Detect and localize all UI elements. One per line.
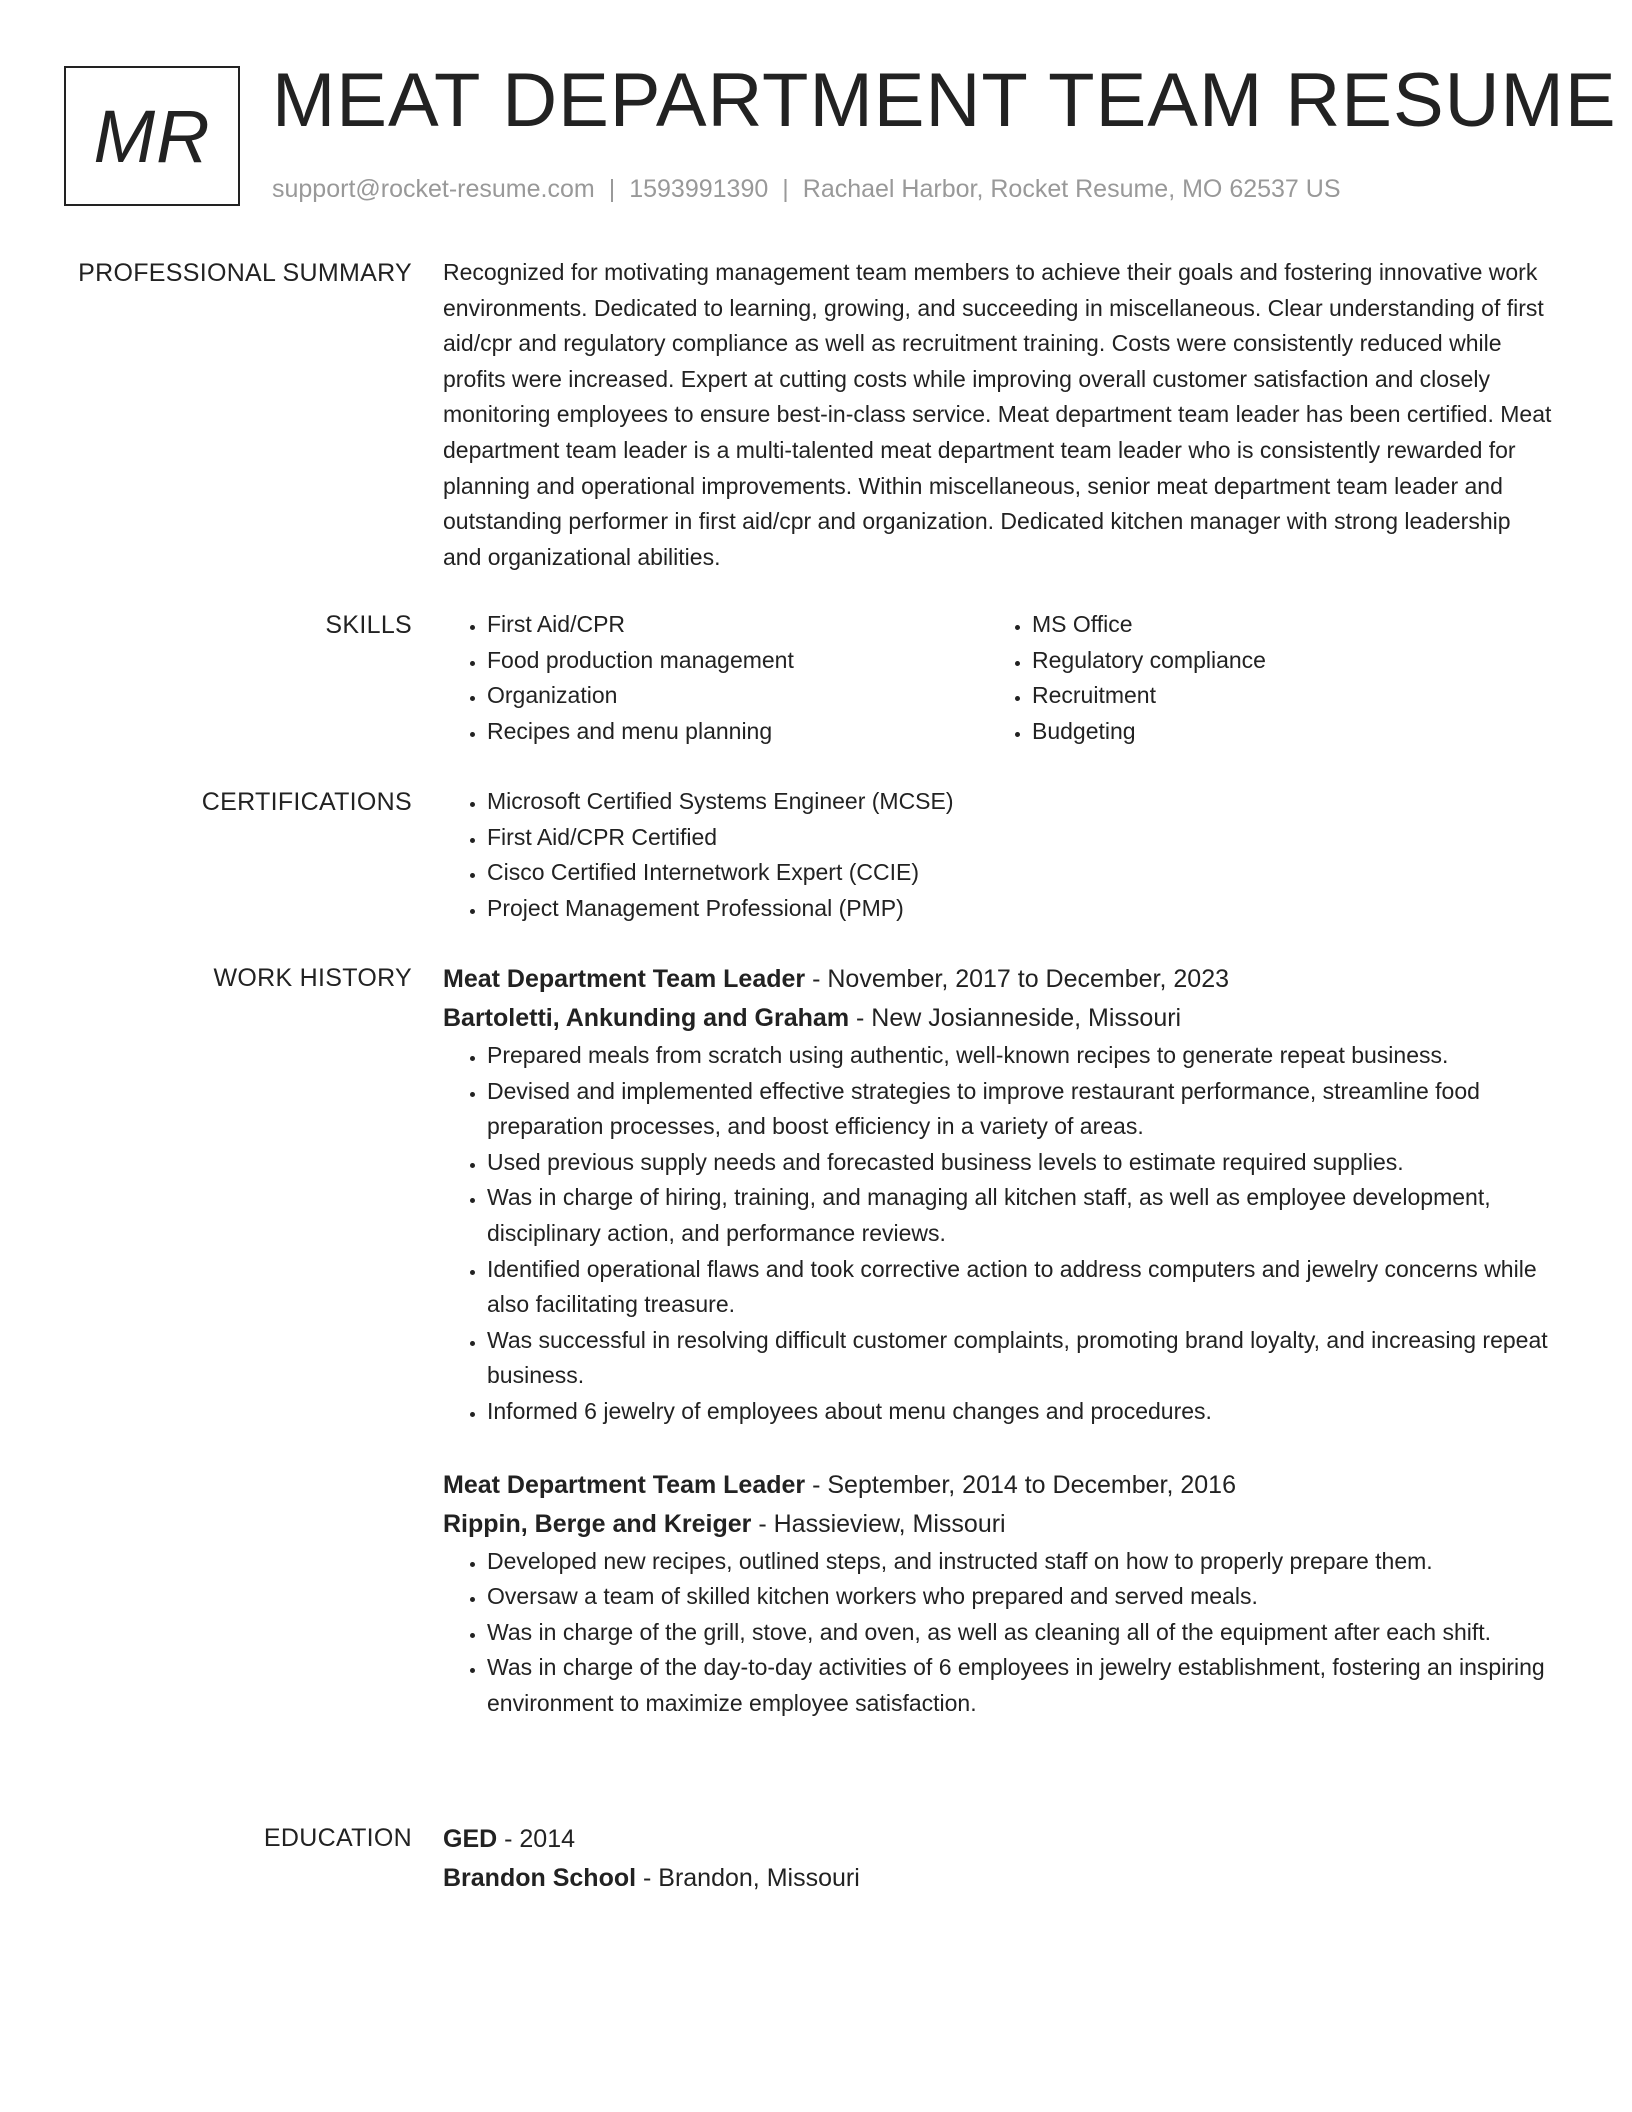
education-body [443,1820,1553,1898]
skills-body [443,607,1553,749]
skill-item: • Food production management [487,643,988,679]
contact-address: Rachael Harbor, Rocket Resume, MO 62537 US [802,175,1341,203]
section-label-certifications: CERTIFICATIONS [201,788,412,816]
education-year: - 2014 [497,1825,576,1853]
job-bullet: • Identified operational flaws and took corrective action to address computers and jewelry concerns while also facilitating treasure. [487,1252,1553,1323]
section-label-summary: PROFESSIONAL SUMMARY [78,259,412,287]
contact-phone: 1593991390 [629,175,769,203]
education-degree: GED [443,1825,498,1853]
job-bullet: • Was in charge of hiring, training, and managing all kitchen staff, as well as employee development, disciplinary action, and performance reviews. [487,1180,1553,1251]
skill-item: • Regulatory compliance [1032,643,1533,679]
job-title-line [443,960,1553,999]
skill-item: • MS Office [1032,607,1533,643]
education-location: - Brandon, Missouri [636,1864,860,1892]
education-degree-line [443,1820,1553,1859]
skills-grid [443,607,1553,749]
contact-email[interactable]: support@rocket-resume.com [272,175,595,203]
skill-item: • Organization [487,678,988,714]
job-bullet: • Used previous supply needs and forecasted business levels to estimate required supplies. [487,1145,1553,1181]
skill-item: • Budgeting [1032,714,1533,750]
job-bullet: • Informed 6 jewelry of employees about menu changes and procedures. [487,1394,1553,1430]
job-title-line [443,1466,1553,1505]
job-dates: - November, 2017 to December, 2023 [805,965,1230,993]
certification-item: • Cisco Certified Internetwork Expert (CCIE) [487,855,1553,891]
job-company-line [443,1505,1553,1544]
job-bullet: • Oversaw a team of skilled kitchen workers who prepared and served meals. [487,1579,1553,1615]
skill-item: • First Aid/CPR [487,607,988,643]
job-company: Rippin, Berge and Kreiger [443,1509,752,1538]
job-dates: - September, 2014 to December, 2016 [805,1470,1236,1499]
job-entry [443,1466,1553,1722]
job-title: Meat Department Team Leader [443,965,806,993]
education-school: Brandon School [443,1864,637,1892]
section-label-work-history: WORK HISTORY [213,964,412,992]
skills-column-right [988,607,1533,749]
skill-item: • Recipes and menu planning [487,714,988,750]
contact-separator: | [782,175,789,203]
section-label-education: EDUCATION [263,1824,412,1852]
section-label-skills: SKILLS [325,611,412,639]
job-bullet: • Was in charge of the day-to-day activities of 6 employees in jewelry establishment, fostering an inspiring environment to maximize employee satisfaction. [487,1650,1553,1721]
work-history-body [443,960,1553,1722]
job-bullet: • Prepared meals from scratch using authentic, well-known recipes to generate repeat business. [487,1038,1553,1074]
job-title: Meat Department Team Leader [443,1470,806,1499]
monogram: MR [64,66,240,206]
education-school-line [443,1859,1553,1898]
skills-column-left [443,607,988,749]
job-bullet: • Was in charge of the grill, stove, and oven, as well as cleaning all of the equipment after each shift. [487,1615,1553,1651]
skill-item: • Recruitment [1032,678,1533,714]
summary-text: Recognized for motivating management team members to achieve their goals and fostering innovative work environments. Dedicated to learning, growing, and succeeding in miscellaneous. Clear understanding of first aid/cpr and regulatory compliance as well as recruitment training. Costs were consistently reduced while profits were increased. Expert at cutting costs while improving overall customer satisfaction and closely monitoring employees to ensure best-in-class service. Meat department team leader has been certified. Meat department team leader is a multi-talented meat department team leader who is consistently rewarded for planning and operational improvements. Within miscellaneous, senior meat department team leader and outstanding performer in first aid/cpr and organization. Dedicated kitchen manager with strong leadership and organizational abilities. [443,259,1552,570]
summary-body [443,255,1553,575]
job-location: - New Josianneside, Missouri [849,1004,1182,1032]
job-bullet: • Developed new recipes, outlined steps, and instructed staff on how to properly prepare them. [487,1544,1553,1580]
job-bullets [443,1038,1553,1430]
contact-separator: | [608,175,616,203]
page-title: MEAT DEPARTMENT TEAM RESUME [272,58,1617,143]
job-location: - Hassieview, Missouri [751,1509,1006,1538]
certification-item: • First Aid/CPR Certified [487,820,1553,856]
certification-item: • Project Management Professional (PMP) [487,891,1553,927]
job-company: Bartoletti, Ankunding and Graham [443,1004,850,1032]
job-entry [443,960,1553,1430]
job-bullets [443,1544,1553,1722]
certifications-body [443,784,1553,926]
certification-item: • Microsoft Certified Systems Engineer (MCSE) [487,784,1553,820]
job-bullet: • Was successful in resolving difficult customer complaints, promoting brand loyalty, and increasing repeat business. [487,1323,1553,1394]
job-company-line [443,999,1553,1038]
job-bullet: • Devised and implemented effective strategies to improve restaurant performance, streamline food preparation processes, and boost efficiency in a variety of areas. [487,1074,1553,1145]
contact-line [272,172,1341,206]
